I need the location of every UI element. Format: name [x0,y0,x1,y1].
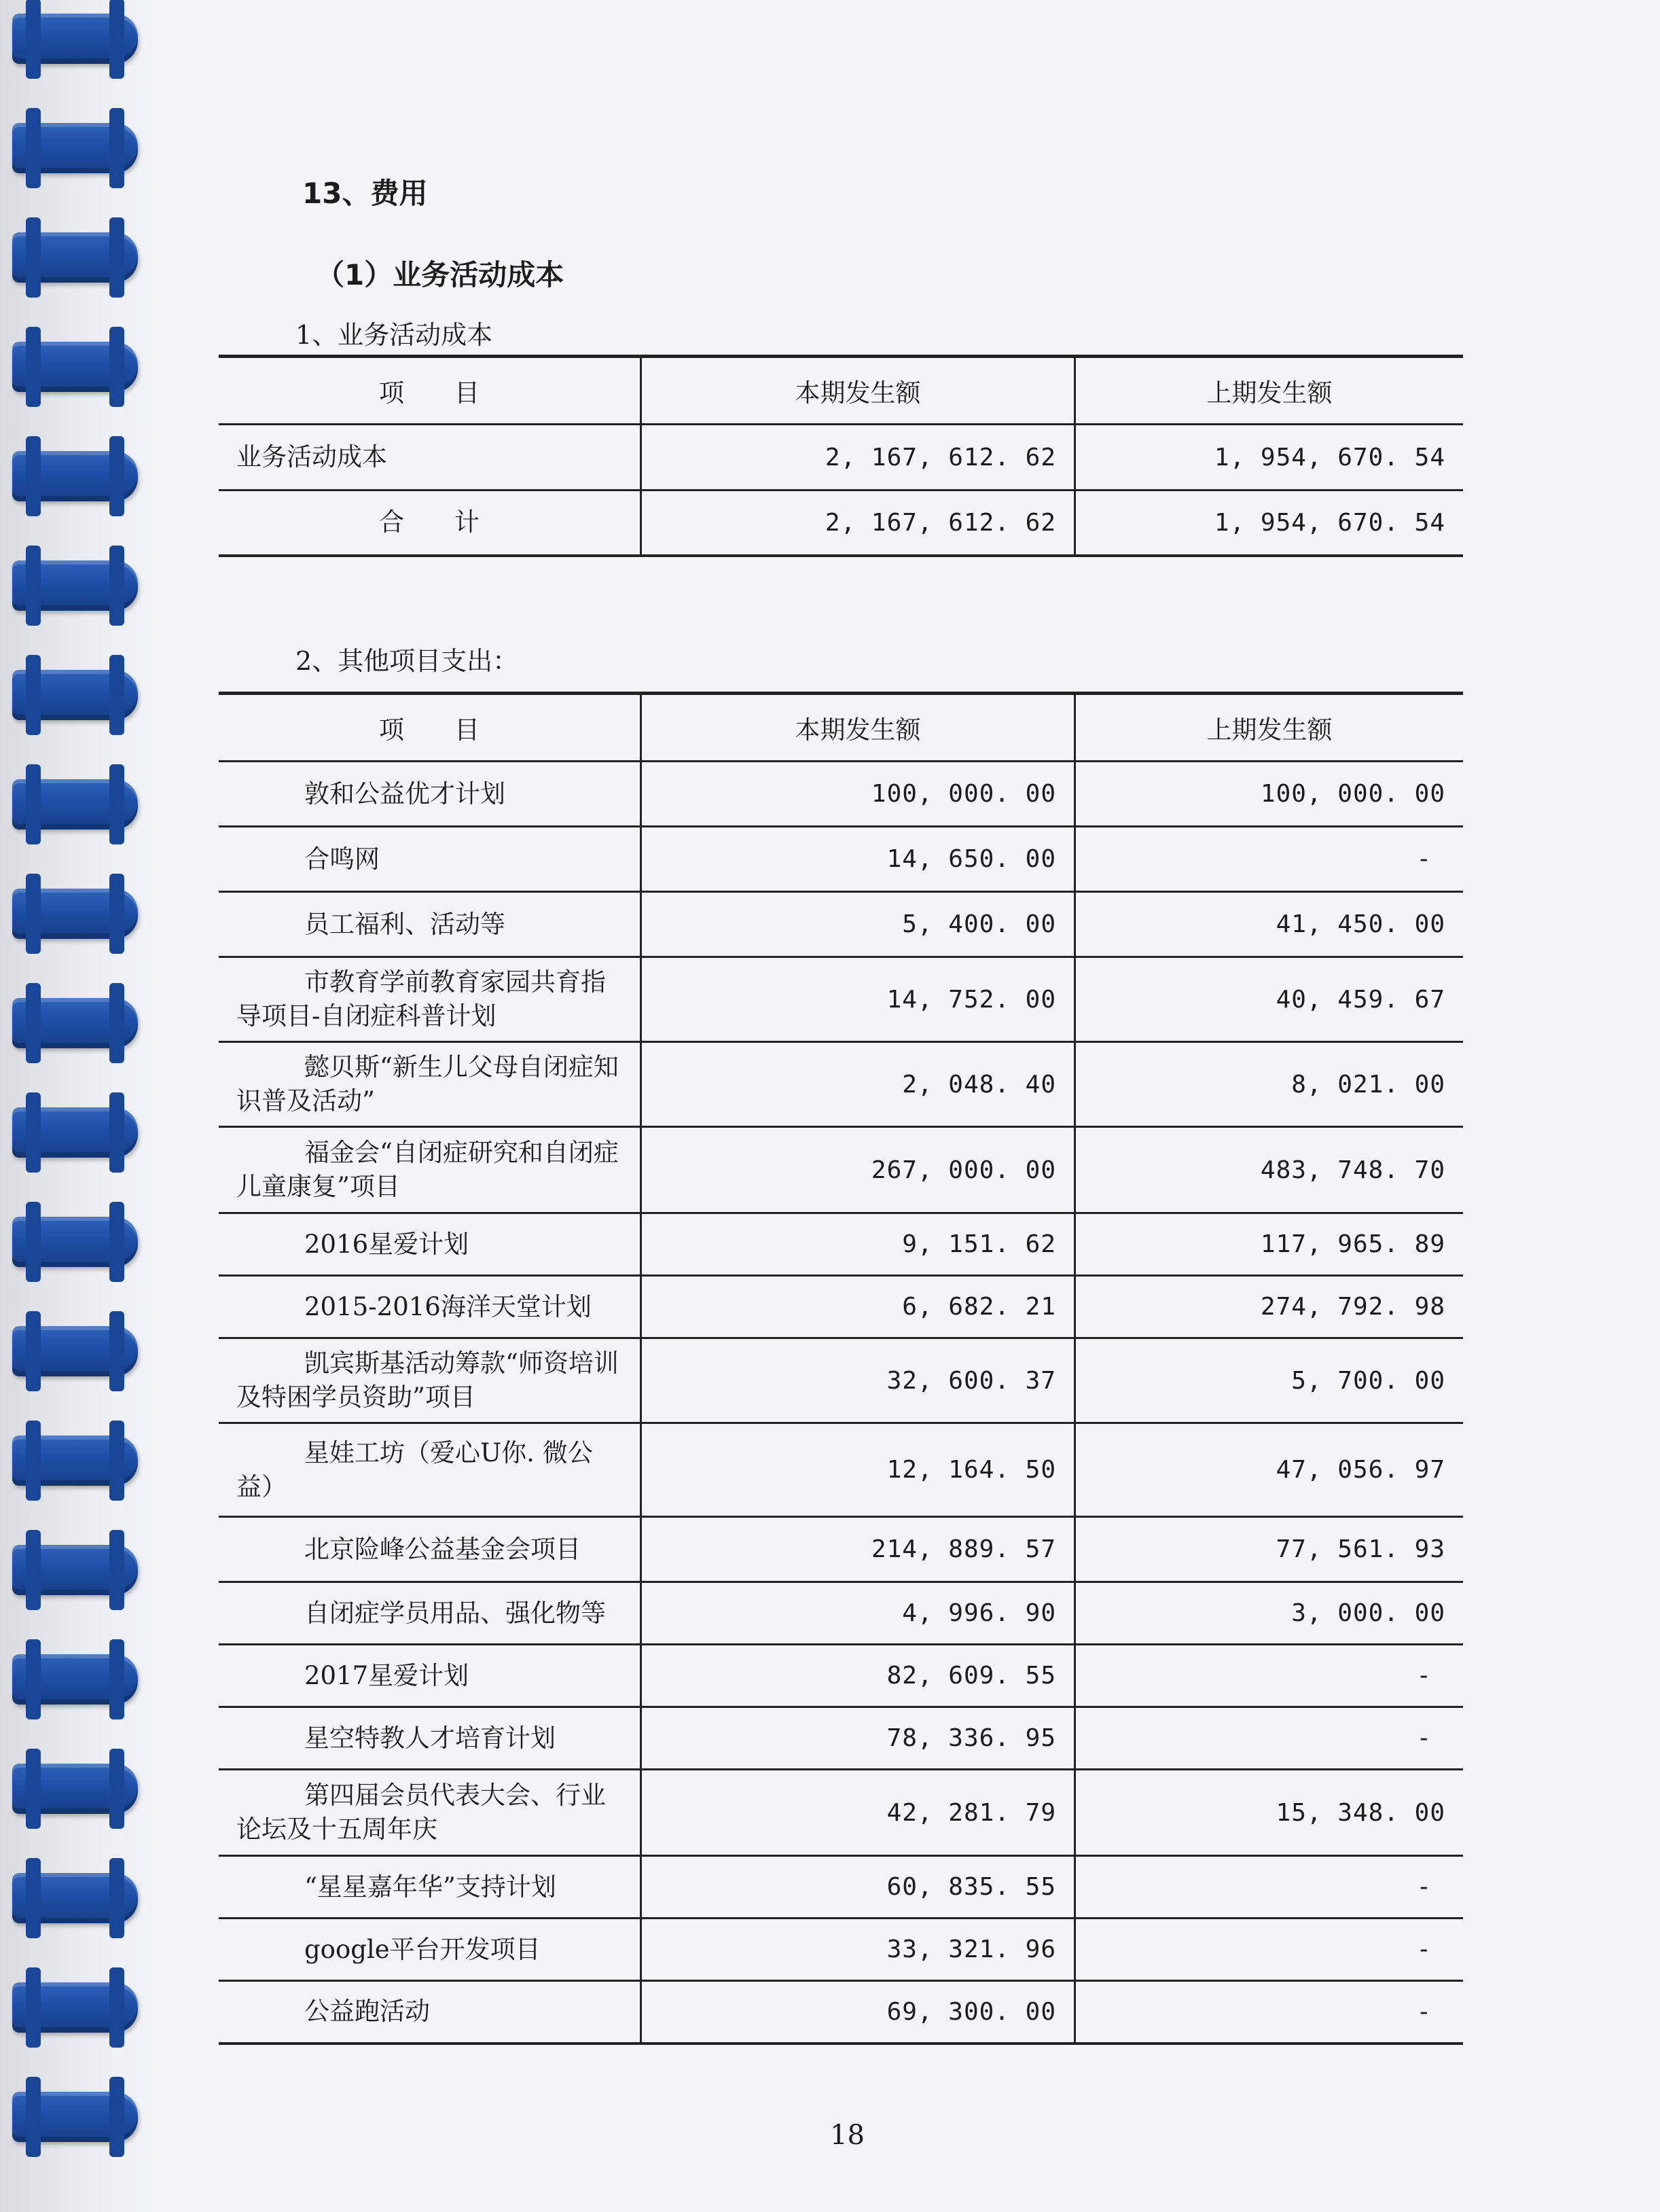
row-current: 82, 609. 55 [641,1645,1075,1707]
table-row [219,1707,1463,1770]
row-item: 凯宾斯基活动筹款“师资培训及特困学员资助”项目 [236,1349,619,1412]
binding-ring [12,1654,138,1705]
row-previous: - [1075,827,1464,892]
row-previous: 8, 021. 00 [1075,1042,1464,1127]
row-previous: 5, 700. 00 [1075,1338,1464,1423]
row-current: 69, 300. 00 [641,1981,1075,2044]
row-current: 6, 682. 21 [641,1276,1075,1338]
row-item: 合 计 [379,507,480,537]
row-current: 78, 336. 95 [641,1707,1075,1770]
row-previous: 274, 792. 98 [1075,1276,1464,1338]
binding-ring [12,2092,138,2142]
binding-ring [12,232,138,283]
section-title: 13、费用 [302,177,428,210]
table-row [219,1213,1463,1276]
row-previous: - [1075,1919,1464,1981]
row-previous: - [1075,1707,1464,1770]
spiral-binding [0,0,170,2212]
table-row [219,1919,1463,1981]
row-previous: 77, 561. 93 [1075,1517,1464,1582]
header-item: 项 目 [379,715,480,745]
row-current: 14, 752. 00 [641,957,1075,1042]
binding-ring [12,1873,138,1923]
subsection-title: （1）业务活动成本 [316,258,564,291]
binding-ring [12,560,138,611]
row-item: 北京险峰公益基金会项目 [304,1534,581,1564]
table-row [219,1042,1463,1127]
table-row [219,425,1463,490]
binding-ring [12,1982,138,2033]
row-current: 267, 000. 00 [641,1127,1075,1213]
table-row [219,1981,1463,2044]
binding-ring [12,1217,138,1267]
table1-caption: 1、业务活动成本 [295,320,493,350]
row-previous: 1, 954, 670. 54 [1075,425,1464,490]
table-header-row [219,357,1463,425]
row-item: 2017星爱计划 [304,1660,469,1690]
row-current: 14, 650. 00 [641,827,1075,892]
row-current: 100, 000. 00 [641,762,1075,827]
row-item: 懿贝斯“新生儿父母自闭症知识普及活动” [236,1052,619,1116]
row-previous: - [1075,1645,1464,1707]
table-row [219,1645,1463,1707]
row-item: google平台开发项目 [304,1934,541,1964]
row-current: 2, 048. 40 [641,1042,1075,1127]
row-current: 4, 996. 90 [641,1582,1075,1645]
binding-ring [12,342,138,392]
row-item: 2016星爱计划 [304,1229,469,1259]
row-previous: 41, 450. 00 [1075,892,1464,957]
binding-ring [12,123,138,173]
table2-caption: 2、其他项目支出： [295,646,519,676]
table-row [219,892,1463,957]
header-current: 本期发生额 [641,357,1075,425]
table-row [219,1517,1463,1582]
row-item: 业务活动成本 [236,442,387,471]
binding-ring [12,779,138,830]
row-previous: 117, 965. 89 [1075,1213,1464,1276]
row-previous: 1, 954, 670. 54 [1075,490,1464,556]
table-row [219,1582,1463,1645]
row-previous: 483, 748. 70 [1075,1127,1464,1213]
row-previous: - [1075,1856,1464,1919]
binding-ring [12,1435,138,1486]
binding-ring [12,1107,138,1158]
row-item: 福金会“自闭症研究和自闭症儿童康复”项目 [236,1138,619,1201]
table-row [219,1423,1463,1517]
row-previous: 15, 348. 00 [1075,1770,1464,1856]
table-header-row [219,694,1463,762]
row-current: 5, 400. 00 [641,892,1075,957]
table-row [219,1770,1463,1856]
row-current: 33, 321. 96 [641,1919,1075,1981]
row-previous: - [1075,1981,1464,2044]
row-current: 12, 164. 50 [641,1423,1075,1517]
binding-ring [12,998,138,1048]
row-item: “星星嘉年华”支持计划 [304,1872,556,1902]
row-previous: 100, 000. 00 [1075,762,1464,827]
row-previous: 3, 000. 00 [1075,1582,1464,1645]
binding-ring [12,1545,138,1595]
table-row [219,957,1463,1042]
row-current: 9, 151. 62 [641,1213,1075,1276]
other-project-expense-table [219,692,1463,2045]
row-current: 2, 167, 612. 62 [641,490,1075,556]
row-item: 公益跑活动 [304,1997,430,2027]
header-current: 本期发生额 [641,694,1075,762]
table-row [219,827,1463,892]
row-previous: 40, 459. 67 [1075,957,1464,1042]
row-current: 60, 835. 55 [641,1856,1075,1919]
binding-ring [12,889,138,939]
header-previous: 上期发生额 [1075,357,1464,425]
row-current: 2, 167, 612. 62 [641,425,1075,490]
row-item: 合鸣网 [304,844,380,874]
total-row [219,490,1463,556]
row-current: 214, 889. 57 [641,1517,1075,1582]
table-row [219,1856,1463,1919]
header-item: 项 目 [379,378,480,408]
header-previous: 上期发生额 [1075,694,1464,762]
binding-ring [12,1764,138,1814]
document-page [170,0,1660,2212]
row-item: 自闭症学员用品、强化物等 [304,1598,606,1628]
row-item: 市教育学前教育家园共育指导项目-自闭症科普计划 [236,967,606,1031]
row-current: 42, 281. 79 [641,1770,1075,1856]
table-row [219,1276,1463,1338]
table-row [219,1127,1463,1213]
binding-ring [12,670,138,720]
row-item: 员工福利、活动等 [304,909,505,939]
row-previous: 47, 056. 97 [1075,1423,1464,1517]
binding-ring [12,14,138,64]
binding-ring [12,1326,138,1376]
table-row [219,1338,1463,1423]
binding-ring [12,451,138,501]
row-current: 32, 600. 37 [641,1338,1075,1423]
row-item: 星娃工坊（爱心U你. 微公益） [236,1438,593,1501]
business-cost-table [219,355,1463,557]
row-item: 星空特教人才培育计划 [304,1723,556,1753]
row-item: 2015-2016海洋天堂计划 [304,1291,592,1321]
row-item: 第四届会员代表大会、行业论坛及十五周年庆 [236,1781,606,1844]
table-row [219,762,1463,827]
row-item: 敦和公益优才计划 [304,779,505,808]
page-number: 18 [830,2120,865,2151]
